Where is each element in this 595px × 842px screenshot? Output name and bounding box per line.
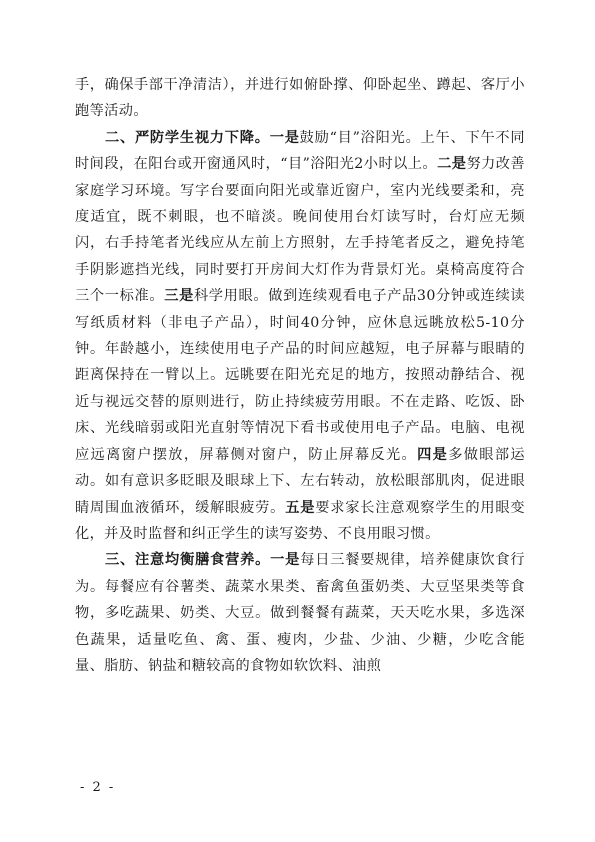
paragraph-text: 手，确保手部干净清洁），并进行如俯卧撑、仰卧起坐、蹲起、客厅小跑等活动。 bbox=[75, 77, 525, 120]
point-label-3: 三是 bbox=[164, 288, 194, 305]
paragraph-vision bbox=[75, 125, 525, 548]
point-label-4: 四是 bbox=[417, 446, 449, 463]
point-text-3: 科学用眼。做到连续观看电子产品30分钟或连续读写纸质材料（非电子产品），时间40分钟，应休息远眺放松5-10分钟。年龄越小，连续使用电子产品的时间应越短，电子屏幕与眼睛的距离保持在一臂以上。远眺要在阳光充足的地方，按照动静结合、视近与视远交替的原则进行，防止持续疲劳用眼。不在走路、吃饭、卧床、光线暗弱或阳光直射等情况下看书或使用电子产品。电脑、电视应远离窗户摆放，屏幕侧对窗户，防止屏幕反光。 bbox=[75, 288, 525, 463]
point-label-1: 一是 bbox=[269, 129, 300, 146]
paragraph-exercise-continued bbox=[75, 72, 525, 125]
paragraph-nutrition bbox=[75, 547, 525, 679]
point-label-5: 五是 bbox=[285, 499, 316, 516]
point-label-1: 一是 bbox=[270, 552, 301, 569]
point-text-5: 要求家长注意观察学生的用眼变化，并及时监督和纠正学生的读写姿势、不良用眼习惯。 bbox=[75, 499, 525, 542]
page-number: - 2 - bbox=[80, 780, 116, 795]
point-text-1: 鼓励“目”浴阳光。上午、下午不同时间段，在阳台或开窗通风时，“目”浴阳光2小时以上。 bbox=[75, 129, 525, 173]
section-heading-nutrition: 三、注意均衡膳食营养。 bbox=[105, 552, 271, 569]
point-text-2: 努力改善家庭学习环境。写字台要面向阳光或靠近窗户，室内光线要柔和，亮度适宜，既不刺眼，也不暗淡。晚间使用台灯读写时，台灯应无频闪，右手持笔者光线应从左前上方照射，左手持笔者反之，避免持笔手阴影遮挡光线，同时要打开房间大灯作为背景灯光。桌椅高度符合三个一标准。 bbox=[75, 156, 526, 305]
document-body bbox=[75, 72, 525, 679]
point-label-2: 二是 bbox=[437, 156, 467, 173]
section-heading-vision: 二、严防学生视力下降。 bbox=[105, 129, 270, 146]
point-text-4: 多做眼部运动。如有意识多眨眼及眼球上下、左右转动，放松眼部肌肉，促进眼睛周围血液循环，缓解眼疲劳。 bbox=[75, 446, 525, 516]
point-text-1: 每日三餐要规律，培养健康饮食行为。每餐应有谷薯类、蔬菜水果类、畜禽鱼蛋奶类、大豆坚果类等食物，多吃蔬果、奶类、大豆。做到餐餐有蔬菜，天天吃水果，多选深色蔬果，适量吃鱼、禽、蛋、瘦肉，少盐、少油、少糖，少吃含能量、脂肪、钠盐和糖较高的食物如软饮料、油煎 bbox=[75, 552, 525, 674]
